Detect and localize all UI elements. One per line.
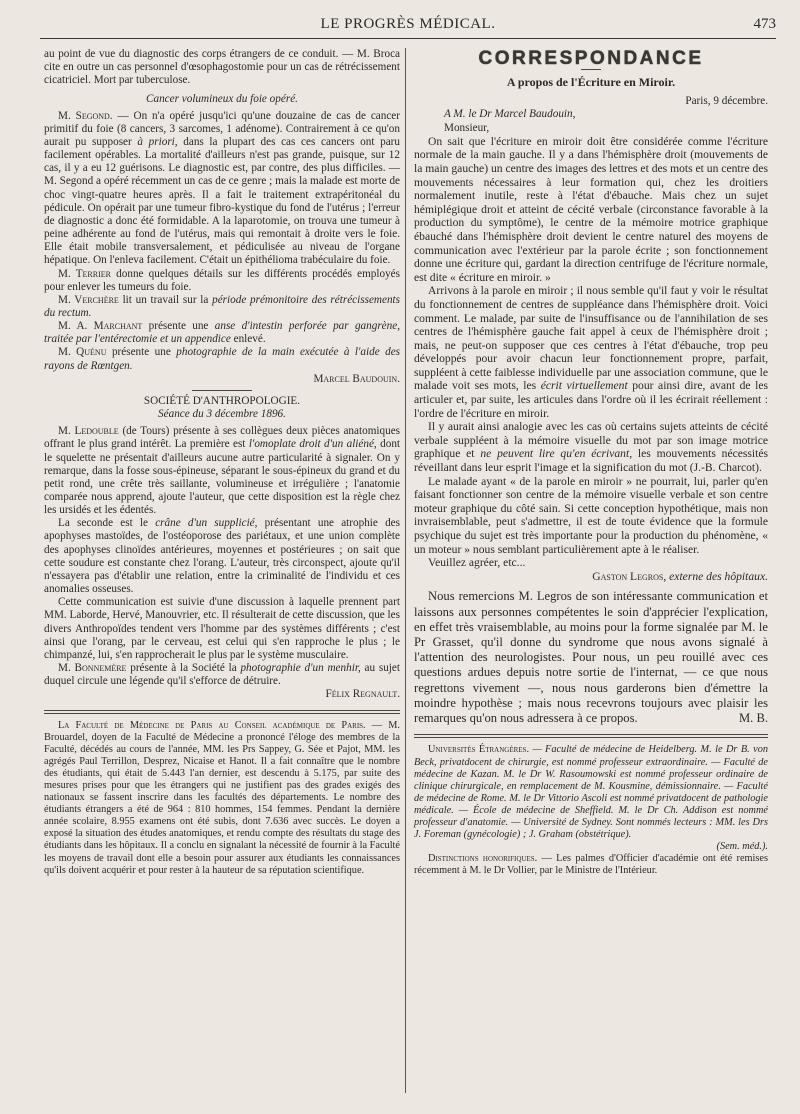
text-span: — On n'a opéré jusqu'ici qu'une douzaine de cas de cancer primitif du foie (8 cancers, 3 sarcomes, 1 adénome). Contrairement à ce qu'on aurait pu supposer xyxy=(44,109,400,148)
text-span: à priori, xyxy=(137,135,178,148)
speaker-verchere: M. Verchère xyxy=(58,293,119,306)
text-span: l'omoplate droit d'un aliéné, xyxy=(248,438,377,451)
signature-mb: M. B. xyxy=(738,711,768,726)
news-rule xyxy=(44,710,400,714)
running-head xyxy=(40,12,776,39)
text-span: — M. Brouardel, doyen de la Faculté de Médecine a prononcé l'éloge des membres de la Faculté, décédés au cours de l'année, MM. les Prs Sappey, G. Sée et Pajot, MM. les agrégés Paul Terrillon, Desprez, Nicaise et Hanot. Il a fait connaître que le nombre des étudiants, qui était de 5.443 l'an dernier, est descendu à 5.175, par suite des mesures prises pour que les étrangers qui ne justifient pas des grades exigés des nationaux se fassent inscrire dans les facultés des départements. Le nombre des étudiants étrangers a été de 964 : 810 hommes, 154 femmes. Pendant la dernière année scolaire, 8.955 examens ont été subis, dont 7.636 avec succès. Le doyen a exposé la situation des études anatomiques, et rendu compte des résultats du stage des étudiants dans les hôpitaux. Il a conclu en signalant la nécessité de fournir à la Faculté les moyens de travail dont elle a besoin pour assurer aux étudiants les connaissances qu'ils doivent acquérir et pour rester à la hauteur de sa réputation scientifique. xyxy=(44,719,400,876)
title-rule xyxy=(581,69,601,70)
text-span: donne quelques détails sur les différents procédés employés pour enlever les tumeurs du foie. xyxy=(44,267,400,293)
left-column xyxy=(44,48,400,877)
section-heading-cancer: Cancer volumineux du foie opéré. xyxy=(146,93,298,106)
speaker-bonnemere: M. Bonnemère xyxy=(58,662,127,675)
text-span: CORRESPONDANCE xyxy=(478,48,704,69)
news-title-universites: Universités Étrangères. xyxy=(428,744,530,756)
text-span: présente à la Société la xyxy=(130,662,237,675)
letter-body xyxy=(414,135,768,584)
signature-baudouin: Marcel Baudouin. xyxy=(313,372,400,385)
letter-closing: Veuillez agréer, etc... xyxy=(428,556,526,570)
text-span: — Faculté de médecine de Heidelberg. M. le Dr B. von Beck, privatdocent de chirurgie, est nommé professeur extraordinaire. — Faculté de médecine de Kazan. M. le Dr W. Rasoumowski est nommé professeur ordinaire de clinique chirurgicale, en remplacement de M. Kousmine, démissionnaire. — Faculté de médecine de Rome. M. le Dr Vittorio Ascoli est nommé privatdocent de pathologie médicale. — École de médecine de Sheffield. M. le Dr Ch. Addison est nommé professeur d'anatomie. — Université de Sydney. Sont nommés lecteurs : MM. les Drs J. Foreman (gynécologie) ; J. Graham (obstétrique). xyxy=(414,744,768,841)
text-span: dans la plupart des cas ces cancers ont paru facilement opérables. La mortalité d'ailleurs n'est pas grande, puisque, sur 12 cas, il y a eu 12 guérisons. Le diagnostic est, par contre, des plus difficiles. — M. Segond a opéré récemment un cas de ce genre ; mais la malade est morte de choc vingt-quatre heures après. Il a fait le traitement extrapéritonéal du pédicule. On opérait par une tumeur fibro-kystique du fond de l'utérus ; l'erreur de diagnostic a donc été formidable. A la laparotomie, on trouva une tumeur à peine adhérente au fond de l'utérus, mais qui remontait à droite vers le foie. Elle était mobile transversalement, et pédiculisée au niveau de l'organe hépatique. On l'enleva facilement. C'était un épithélioma trabéculaire du foie. xyxy=(44,135,401,267)
paragraph-quenu xyxy=(44,346,400,372)
paragraph-ledouble xyxy=(44,425,400,517)
text-span: (de Tours) présente à ses collègues deux pièces anatomiques offrant le plus grand intérêt. La première est xyxy=(44,425,401,451)
speaker-terrier: M. Terrier xyxy=(58,267,111,280)
text-span: Gaston Legros, xyxy=(592,569,667,583)
text-span: lit un travail sur la xyxy=(122,293,209,306)
text-span: présente une xyxy=(111,346,171,359)
text-span: Il y aurait ainsi analogie avec les cas où certains sujets atteints de cécité verbale suppléent à la mémoire visuelle du mot par son image motrice graphique et xyxy=(414,420,768,461)
session-date: Séance du 3 décembre 1896. xyxy=(158,408,286,421)
paragraph-faculte xyxy=(44,720,400,877)
page-number: 473 xyxy=(753,16,776,32)
speaker-marchant: M. A. Marchant xyxy=(58,320,143,333)
letter-paragraph-3 xyxy=(414,420,768,474)
text-span: enlevé. xyxy=(233,333,266,346)
letter-paragraph-2 xyxy=(414,284,768,420)
paragraph-crane xyxy=(44,517,400,596)
text-span: photographie de la main exécutée à l'aide des rayons de Rœntgen. xyxy=(44,346,401,372)
paragraph-marchant xyxy=(44,320,400,346)
text-span: anse d'intestin perforée par gangrène, traitée par l'entérectomie et un appendice xyxy=(44,320,401,346)
text-span: les mouvements nécessités réveillant dans leur esprit l'image et la signification du mot (J.-B. Charcot). xyxy=(414,447,769,475)
salutation: Monsieur, xyxy=(444,121,490,134)
source-note: (Sem. méd.). xyxy=(716,841,768,853)
running-title: LE PROGRÈS MÉDICAL. xyxy=(320,16,496,32)
section-heading-anthropologie: SOCIÉTÉ D'ANTHROPOLOGIE. xyxy=(143,394,301,407)
text-span: présentant une atrophie des apophyses mastoïdes, de l'ostéoporose des pariétaux, et une union complète des apophyses clinoïdes antérieures, moyennes et postérieures ; on sait que cette soudure est constante chez l'orang. L'auteur, très circonspect, ajoute qu'il n'essayera pas d'établir une relation, entre la criminalité de l'individu et ces anomalies osseuses. xyxy=(44,517,400,596)
text-span: au sujet duquel circule une légende qu'il s'efforce de détruire. xyxy=(44,662,400,688)
text-span: pour ainsi dire, avant de les articuler et, par suite, les articules dans l'ordre où il les écrirait réellement : l'ordre de l'écriture en miroir. xyxy=(414,379,768,420)
column-divider xyxy=(405,48,406,1093)
news-title-distinctions: Distinctions honorifiques. xyxy=(428,853,538,865)
text-span: présente une xyxy=(148,320,209,333)
text-span: — Les palmes d'Officier d'académie ont été remises récemment à M. le Dr Vollier, par le Ministre de l'Intérieur. xyxy=(414,853,768,877)
paragraph-segond xyxy=(44,110,400,268)
right-column xyxy=(414,48,768,877)
text-span: La seconde est le xyxy=(58,517,148,530)
speaker-segond: M. Segond. xyxy=(58,109,113,122)
signature-regnault: Félix Regnault. xyxy=(325,688,400,701)
speaker-ledouble: M. Ledouble xyxy=(58,425,119,438)
paragraph-distinctions xyxy=(414,853,768,877)
letter-paragraph-4: Le malade ayant « de la parole en miroir » ne pourrait, lui, parler qu'en faisant fonctionner son centre de la mémoire visuelle verbale et son centre moteur graphique du côté sain. Si cette conception hypothétique, mais non invraisemblable, peut s'admettre, il est de toute évidence que la formule psychique du sujet est très importante pour la production du phénomène, « un moteur » nous semblant particulièrement apte à le réaliser. xyxy=(414,474,768,556)
news-title-faculte: La Faculté de Médecine de Paris au Conseil académique de Paris. xyxy=(58,719,366,731)
speaker-quenu: M. Quénu xyxy=(58,346,107,359)
news-rule xyxy=(414,734,768,738)
dateline: Paris, 9 décembre. xyxy=(685,95,768,108)
signature-legros xyxy=(414,570,768,584)
text-span: Arrivons à la parole en miroir ; il nous semble qu'il faut y voir le résultat du fonctionnement de centres de suppléance dans l'hémisphère droit. Voici comment. Le malade, par suite de l'insuffisance ou de l'annihilation de ses centres de l'hémisphère gauche fait appel à ceux de l'hémisphère droit ; mais, ne peut-on supposer que ces centres à l'état d'ébauche, trop peu développés pour avoir chacun leur fonctionnement propre, parfait, suppléent à cette faiblesse individuelle par une association commune, que le malade voit ses mots, les xyxy=(414,284,768,393)
text-span: photographie d'un menhir, xyxy=(240,662,361,675)
correspondance-title xyxy=(414,48,768,69)
text-span: dont le squelette ne présentait d'ailleurs aucune autre particularité à signaler. On y remarque, dans la fosse sous-épineuse, séparant le sous-épineux du grand et du petit rond, une crête très saillante, volumineuse et irrégulière ; l'anatomie comparée nous apprend, ajoute l'auteur, que cette disposition est la règle chez les ursidés et les édentés. xyxy=(44,438,401,517)
letter-paragraph-1: On sait que l'écriture en miroir doit être considérée comme l'écriture normale de la main gauche. Il y a dans l'hémisphère droit (mouvements de la main gauche) un centre des images des lettres et des mots et un centre des mouvements nécessaires à leur formation qui, chez les droitiers normalement inutile, reste à l'état d'ébauche. Mais chez un sujet hémiplégique droit et atteint de cécité verbale (circonstance favorable à la production du symptôme), le centre de la mémoire motrice graphique ébauché dans l'hémisphère droit devient le centre naturel des moyens de communication avec l'extérieur par la parole écrite ; son fonctionnement donne une écriture qui, gardant la direction centrifuge de l'écriture normale, est dite « écriture en miroir. » xyxy=(414,134,768,284)
paragraph-terrier xyxy=(44,268,400,294)
text-span: écrit virtuellement xyxy=(540,379,628,393)
paragraph-universites xyxy=(414,744,768,841)
text-span: période prémonitoire des rétrécissements du rectum. xyxy=(44,293,401,319)
correspondance-subtitle: A propos de l'Écriture en Miroir. xyxy=(506,75,676,90)
paragraph-bonnemere xyxy=(44,662,400,688)
text-span: externe des hôpitaux. xyxy=(669,569,768,583)
paragraph-broca: au point de vue du diagnostic des corps étrangers de ce conduit. — M. Broca cite en outre un cas personnel d'œsophagostomie pour un cas de rétrécissement cicatriciel. Mort par tuberculose. xyxy=(44,48,400,87)
editor-reply: Nous remercions M. Legros de son intéressante communication et laissons aux personnes compétentes le soin d'apprécier l'explication, en effet très vraisemblable, au moins pour la forme signalée par M. le Pr Grasset, qu'il donne du syndrome que nous avons signalé à l'attention des neurologistes. Pour nous, un peu rouillé avec ces questions ardues depuis notre sortie de l'internat, — ce que nous regrettons vivement —, nous nous garderons bien d'émettre la moindre hypothèse ; mais nous recevrons toujours avec plaisir les remarques qu'on nous adressera à ce propos. xyxy=(414,589,768,725)
section-rule xyxy=(192,390,252,391)
addressee: A M. le Dr Marcel Baudouin, xyxy=(444,108,576,121)
paragraph-discussion: Cette communication est suivie d'une discussion à laquelle prennent part MM. Laborde, Hervé, Manouvrier, etc. Il résulterait de cette discussion, que les divers Anthropoïdes tendent vers l'homme par des systèmes différents ; c'est ainsi que l'orang, par le cerveau, est celui qui s'en rapproche le plus ; le chimpanzé, lui, s'en rapprocherait le plus par le système musculaire. xyxy=(44,596,400,661)
paragraph-verchere xyxy=(44,294,400,320)
text-span: crâne d'un supplicié, xyxy=(155,517,258,530)
text-span: ne peuvent lire qu'en écrivant, xyxy=(480,447,633,461)
